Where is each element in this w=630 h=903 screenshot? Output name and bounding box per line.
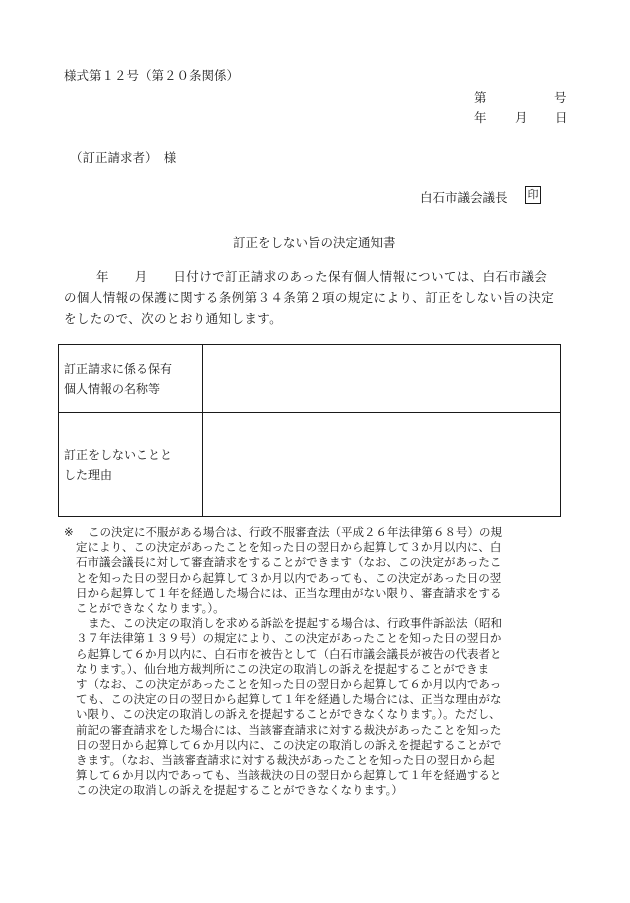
table-label-line: 訂正請求に係る保有 [64,361,173,376]
note-line: ３７年法律第１３９号）の規定により、この決定があったことを知った日の翌日か [76,631,502,646]
table-label-line: 個人情報の名称等 [64,381,161,396]
note-line: 日の翌日から起算して６か月以内に、この決定の取消しの訴えを提起することがで [76,737,502,752]
table-label-cell [59,345,203,413]
body-line: の個人情報の保護に関する条例第３４条第２項の規定により、訂正をしない旨の決定 [64,290,555,305]
body-line: 年 月 日付けで訂正請求のあった保有個人情報については、白石市議会 [96,269,548,284]
note-line: また、この決定の取消しを求める訴訟を提起する場合は、行政事件訴訟法（昭和 [88,616,502,631]
table-label-line: 訂正をしないことと [64,447,173,462]
table-value-cell [203,413,561,517]
body-paragraph [64,266,564,329]
note-line: この決定の取消しの訴えを提起することができなくなります。） [76,783,403,798]
note-line: 前記の審査請求をした場合には、当該審査請求に対する裁決があったことを知った [76,722,502,737]
date-month-label: 月 [515,110,528,125]
date-year-label: 年 [474,110,487,125]
table-row [59,413,561,517]
note-line: ら起算して６か月以内に、白石市を被告として（白石市議会議長が被告の代表者と [76,646,502,661]
document-number-prefix: 第 [474,90,487,105]
note-line: い限り、この決定の取消しの訴えを提起することができなくなります。）。ただし、 [76,707,501,722]
form-number: 様式第１２号（第２０条関係） [64,68,240,83]
appeal-notice [64,525,572,799]
note-line: ても、この決定の日の翌日から起算して１年を経過した場合には、正当な理由がな [76,692,502,707]
table-label-line: した理由 [64,467,113,482]
document-title: 訂正をしない旨の決定通知書 [233,235,396,250]
note-line: 石市議会議長に対して審査請求をすることができます（なお、この決定があったこ [76,555,502,570]
table-row [59,345,561,413]
note-line: 算して６か月以内であっても、当該裁決の日の翌日から起算して１年を経過すると [76,768,502,783]
note-line: ことができなくなります。）。 [76,601,225,616]
info-table [58,344,561,517]
seal-mark: 印 [525,186,541,204]
note-line: きます。（なお、当該審査請求に対する裁決があったことを知った日の翌日から起 [76,753,495,768]
date-day-label: 日 [555,110,568,125]
note-mark: ※ [64,525,74,539]
document-number-suffix: 号 [554,90,567,105]
note-line: 日から起算して１年を経過した場合には、正当な理由がない限り、審査請求をする [76,585,502,600]
table-value-cell [203,345,561,413]
note-line: この決定に不服がある場合は、行政不服審査法（平成２６年法律第６８号）の規 [88,525,502,539]
table-label-cell [59,413,203,517]
note-line: とを知った日の翌日から起算して３か月以内であっても、この決定があった日の翌 [76,570,502,585]
addressee: （訂正請求者） 様 [70,150,177,165]
note-line: 定により、この決定があったことを知った日の翌日から起算して３か月以内に、白 [76,540,502,555]
issuer-name: 白石市議会議長 [420,190,508,205]
note-line: なります。）、仙台地方裁判所にこの決定の取消しの訴えを提起することができま [76,661,490,676]
body-line: をしたので、次のとおり通知します。 [64,311,283,326]
note-line: す（なお、この決定があったことを知った日の翌日から起算して６か月以内であっ [76,677,502,692]
